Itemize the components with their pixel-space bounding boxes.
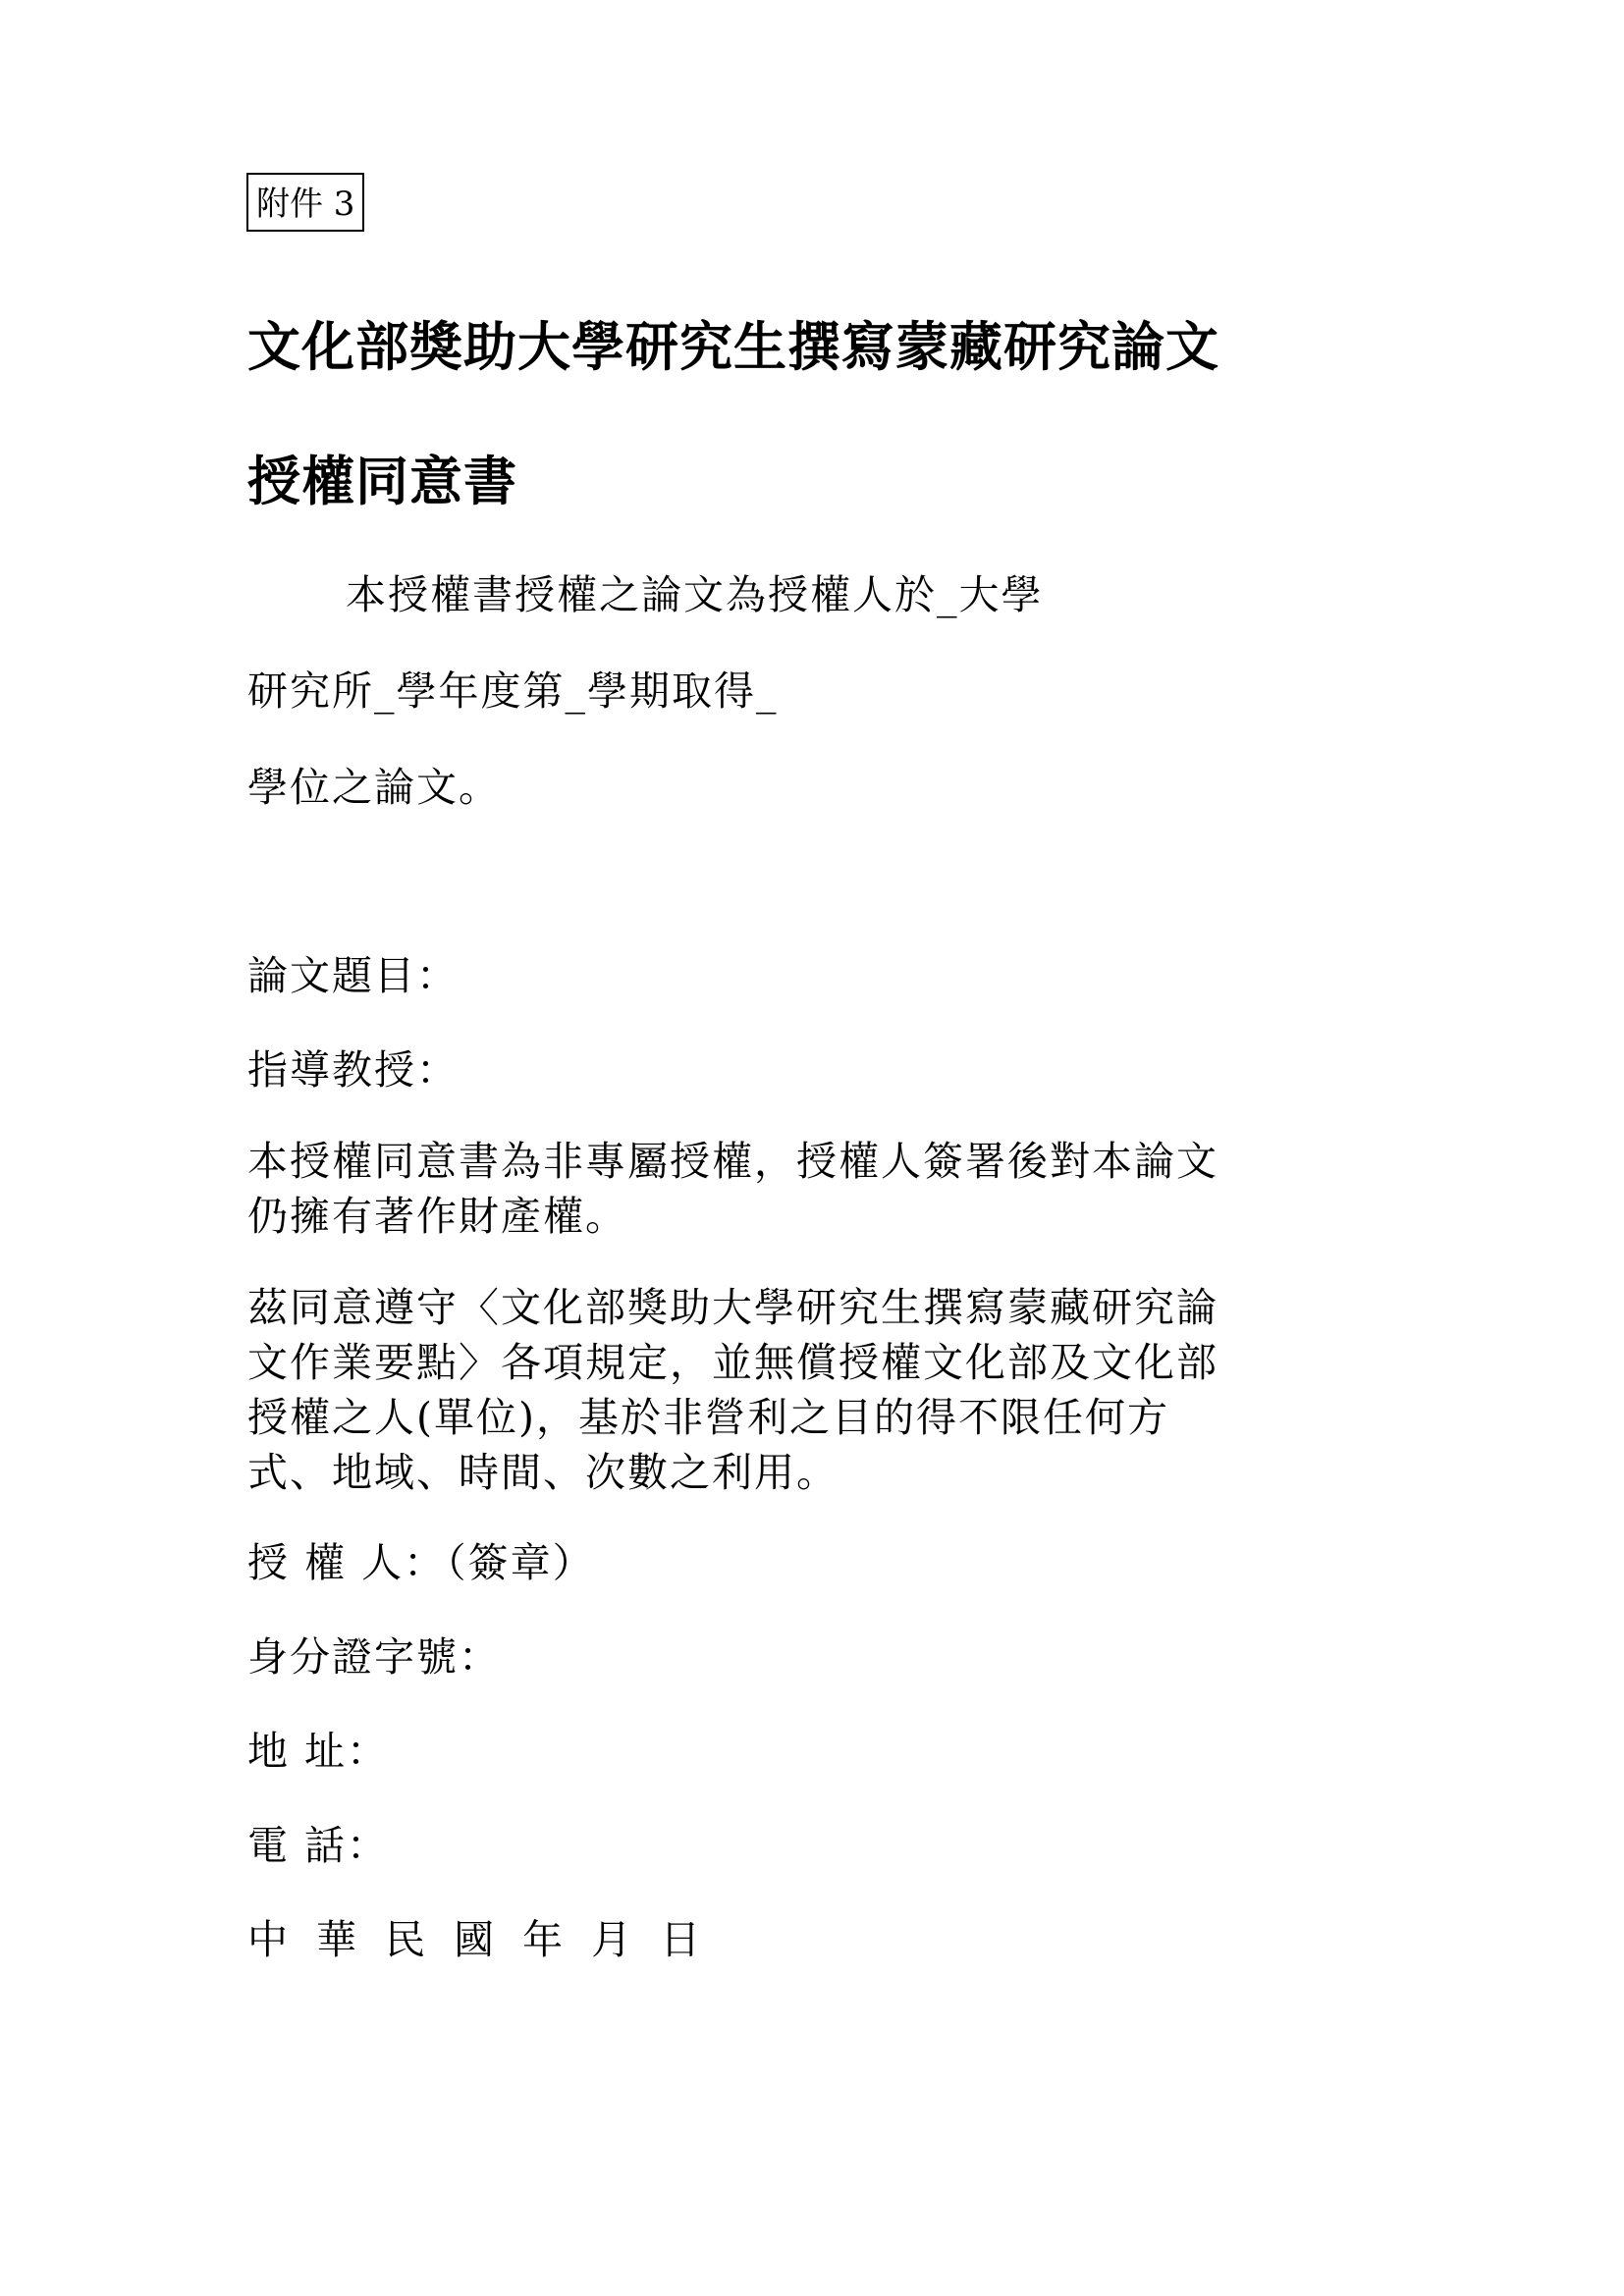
consent-clause-line-4: 式、地域、時間、次數之利用。 <box>247 1449 839 1496</box>
consent-clause-line-1: 茲同意遵守〈文化部獎助大學研究生撰寫蒙藏研究論 <box>247 1284 1218 1331</box>
non-exclusive-clause <box>247 1134 1406 1244</box>
non-exclusive-clause-line-1: 本授權同意書為非專屬授權，授權人簽署後對本論文 <box>247 1138 1218 1185</box>
phone-field: 電 話： <box>247 1822 390 1869</box>
thesis-title-field: 論文題目： <box>247 952 459 999</box>
intro-line-2: 研究所_學年度第_學期取得_ <box>247 667 779 715</box>
document-title-line-2: 授權同意書 <box>247 450 517 512</box>
intro-line-1: 本授權書授權之論文為授權人於_大學 <box>346 571 1044 618</box>
date-line: 中 華 民 國 年 月 日 <box>247 1916 709 1963</box>
document-title-line-1: 文化部獎助大學研究生撰寫蒙藏研究論文 <box>247 315 1219 378</box>
advisor-field: 指導教授： <box>247 1046 459 1094</box>
consent-clause-line-3: 授權之人(單位)，基於非營利之目的得不限任何方 <box>247 1394 1169 1441</box>
intro-line-3: 學位之論文。 <box>247 764 501 811</box>
consent-clause <box>247 1280 1406 1500</box>
address-field: 地 址： <box>247 1728 390 1775</box>
id-number-field: 身分證字號： <box>247 1633 501 1681</box>
non-exclusive-clause-line-2: 仍擁有著作財產權。 <box>247 1193 627 1240</box>
consent-clause-line-2: 文作業要點〉各項規定，並無償授權文化部及文化部 <box>247 1339 1218 1386</box>
attachment-label: 附件 3 <box>246 173 364 232</box>
grantor-signature-field: 授 權 人：（簽章） <box>247 1539 595 1586</box>
